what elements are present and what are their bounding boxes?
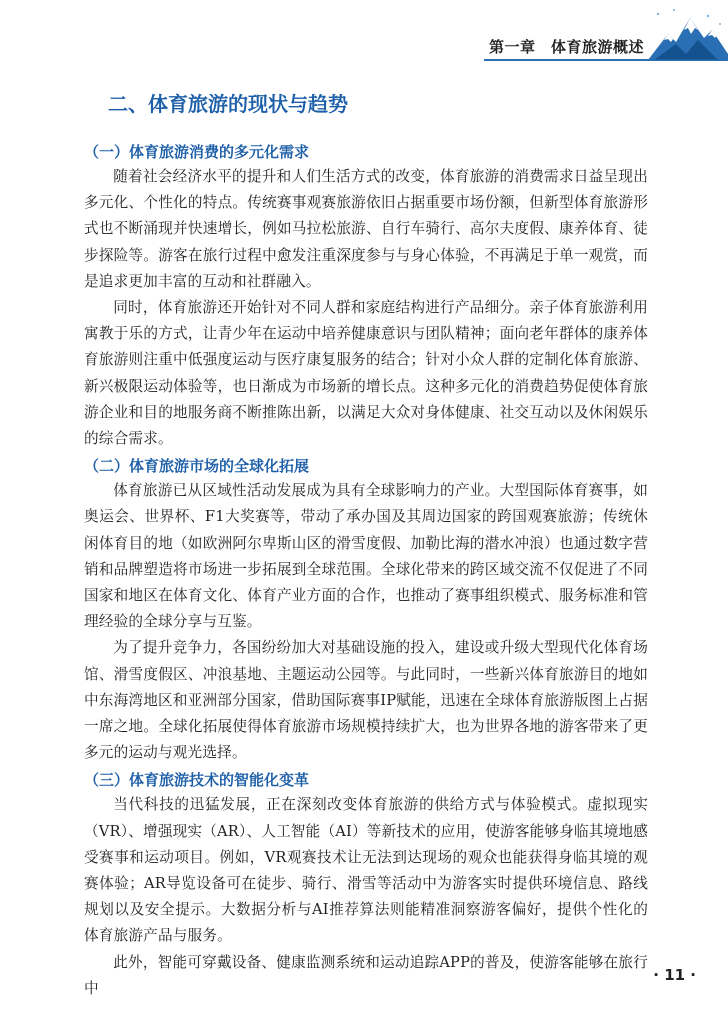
paragraph: 随着社会经济水平的提升和人们生活方式的改变，体育旅游的消费需求日益呈现出多元化、个性化的特点。传统赛事观赛旅游依旧占据重要市场份额，但新型体育旅游形式也不断涌现并快速增长，例如马拉松旅游、自行车骑行、高尔夫度假、康养体育、徒步探险等。游客在旅行过程中愈发注重深度参与与身心体验，不再满足于单一观赏，而是追求更加丰富的互动和社群融入。 — [84, 168, 648, 290]
paragraph: 当代科技的迅猛发展，正在深刻改变体育旅游的供给方式与体验模式。虚拟现实（VR）、增强现实（AR）、人工智能（AI）等新技术的应用，使游客能够身临其境地感受赛事和运动项目。例如，VR观赛技术让无法到达现场的观众也能获得身临其境的观赛体验；AR导览设备可在徒步、骑行、滑雪等活动中为游客实时提供环境信息、路线规划以及安全提示。大数据分析与AI推荐算法则能精准洞察游客偏好，提供个性化的体育旅游产品与服务。 — [84, 796, 648, 945]
page-content — [84, 88, 648, 1002]
paragraph: 同时，体育旅游还开始针对不同人群和家庭结构进行产品细分。亲子体育旅游利用寓教于乐的方式，让青少年在运动中培养健康意识与团队精神；面向老年群体的康养体育旅游则注重中低强度运动与医疗康复服务的结合；针对小众人群的定制化体育旅游、新兴极限运动体验等，也日渐成为市场新的增长点。这种多元化的消费趋势促使体育旅游企业和目的地服务商不断推陈出新，以满足大众对身体健康、社交互动以及休闲娱乐的综合需求。 — [84, 299, 648, 448]
paragraph: 此外，智能可穿戴设备、健康监测系统和运动追踪APP的普及，使游客能够在旅行中 — [84, 953, 648, 997]
chapter-title: 第一章 体育旅游概述 — [488, 38, 644, 56]
subsection-title: （一）体育旅游消费的多元化需求 — [84, 143, 310, 161]
mountain-illustration-icon — [646, 4, 728, 62]
page-header — [0, 0, 728, 62]
subsection-title: （二）体育旅游市场的全球化拓展 — [84, 457, 310, 476]
paragraph: 为了提升竞争力，各国纷纷加大对基础设施的投入，建设或升级大型现代化体育场馆、滑雪度假区、冲浪基地、主题运动公园等。与此同时，一些新兴体育旅游目的地如中东海湾地区和亚洲部分国家，借助国际赛事IP赋能，迅速在全球体育旅游版图上占据一席之地。全球化拓展使得体育旅游市场规模持续扩大，也为世界各地的游客带来了更多元的运动与观光选择。 — [84, 639, 648, 762]
page-number: · 11 · — [653, 966, 696, 984]
section-title: 二、体育旅游的现状与趋势 — [108, 92, 348, 116]
subsection-title: （三）体育旅游技术的智能化变革 — [84, 771, 310, 790]
paragraph: 体育旅游已从区域性活动发展成为具有全球影响力的产业。大型国际体育赛事，如奥运会、世界杯、F1大奖赛等，带动了承办国及其周边国家的跨国观赛旅游；传统休闲体育目的地（如欧洲阿尔卑斯山区的滑雪度假、加勒比海的潜水冲浪）也通过数字营销和品牌塑造将市场进一步拓展到全球范围。全球化带来的跨区域交流不仅促进了不同国家和地区在体育文化、体育产业方面的合作，也推动了赛事组织模式、服务标准和管理经验的全球分享与互鉴。 — [84, 482, 648, 631]
